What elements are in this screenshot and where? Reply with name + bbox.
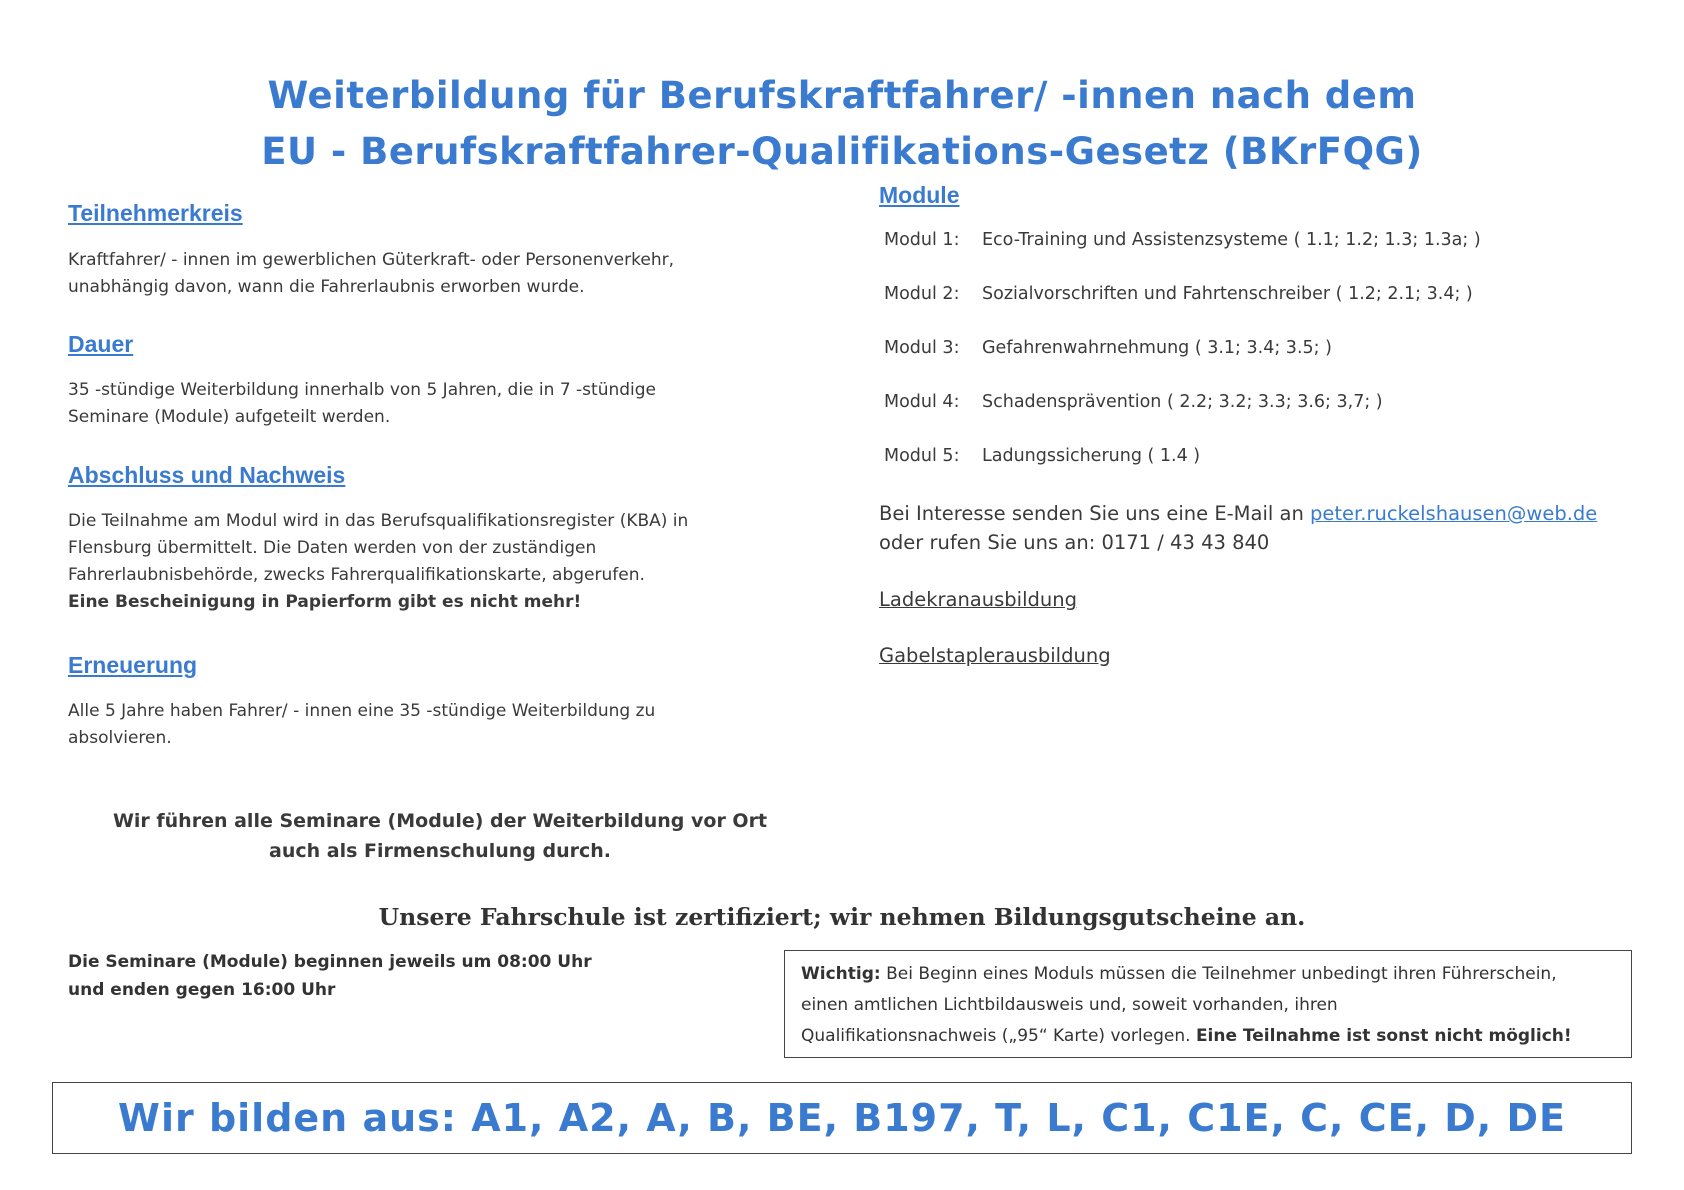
firmenschulung-note: [90, 806, 790, 866]
text-line: Die Seminare (Module) beginnen jeweils um 08:00 Uhr: [68, 952, 592, 972]
text-line: auch als Firmenschulung durch.: [269, 840, 611, 862]
module-text: Ladungssicherung ( 1.4 ): [982, 446, 1201, 466]
contact-prefix: Bei Interesse senden Sie uns eine E-Mail an: [879, 502, 1310, 525]
heading-teilnehmerkreis: Teilnehmerkreis: [68, 200, 243, 226]
important-text: Qualifikationsnachweis („95“ Karte) vorlegen.: [801, 1026, 1196, 1046]
heading-abschluss: Abschluss und Nachweis: [68, 462, 346, 488]
text-line: einen amtlichen Lichtbildausweis und, soweit vorhanden, ihren: [801, 995, 1338, 1015]
important-text: Bei Beginn eines Moduls müssen die Teilnehmer unbedingt ihren Führerschein,: [880, 964, 1557, 984]
text-line: unabhängig davon, wann die Fahrerlaubnis erworben wurde.: [68, 277, 585, 297]
seminar-times: [68, 948, 592, 1004]
email-link[interactable]: peter.ruckelshausen@web.de: [1310, 502, 1598, 525]
abschluss-text: [68, 508, 688, 616]
heading-erneuerung: Erneuerung: [68, 652, 198, 678]
certification-note: Unsere Fahrschule ist zertifiziert; wir nehmen Bildungsgutscheine an.: [378, 903, 1306, 931]
dauer-text: [68, 377, 656, 431]
important-notice-box: [784, 950, 1632, 1058]
module-text: Sozialvorschriften und Fahrtenschreiber ( 1.2; 2.1; 3.4; ): [982, 284, 1473, 304]
module-label: Modul 3:: [884, 338, 960, 358]
important-label: Wichtig:: [801, 964, 881, 984]
title-line-2: EU - Berufskraftfahrer-Qualifikations-Gesetz (BKrFQG): [261, 130, 1423, 173]
module-text: Gefahrenwahrnehmung ( 3.1; 3.4; 3.5; ): [982, 338, 1332, 358]
module-label: Modul 4:: [884, 392, 960, 412]
title-line-1: Weiterbildung für Berufskraftfahrer/ -innen nach dem: [267, 74, 1417, 117]
text-line-bold: Eine Bescheinigung in Papierform gibt es nicht mehr!: [68, 592, 582, 612]
module-text: Schadensprävention ( 2.2; 3.2; 3.3; 3.6; 3,7; ): [982, 392, 1383, 412]
license-classes-banner: Wir bilden aus: A1, A2, A, B, BE, B197, T, L, C1, C1E, C, CE, D, DE: [52, 1082, 1632, 1154]
gabelstapler-link[interactable]: Gabelstaplerausbildung: [879, 644, 1111, 667]
module-label: Modul 2:: [884, 284, 960, 304]
text-line: Wir führen alle Seminare (Module) der Weiterbildung vor Ort: [112, 810, 768, 832]
module-row: [884, 230, 1481, 250]
erneuerung-text: [68, 698, 655, 752]
contact-email-line: [879, 502, 1597, 525]
heading-dauer: Dauer: [68, 331, 134, 357]
text-line: Fahrerlaubnisbehörde, zwecks Fahrerqualifikationskarte, abgerufen.: [68, 565, 645, 585]
module-text: Eco-Training und Assistenzsysteme ( 1.1; 1.2; 1.3; 1.3a; ): [982, 230, 1481, 250]
text-line: Alle 5 Jahre haben Fahrer/ - innen eine 35 -stündige Weiterbildung zu: [68, 701, 656, 721]
text-line: [801, 959, 1615, 990]
text-line: absolvieren.: [68, 728, 172, 748]
module-row: [884, 284, 1473, 304]
contact-phone-line: oder rufen Sie uns an: 0171 / 43 43 840: [879, 531, 1270, 554]
text-line: [801, 1021, 1615, 1052]
important-bold-text: Eine Teilnahme ist sonst nicht möglich!: [1195, 1026, 1572, 1046]
module-label: Modul 5:: [884, 446, 960, 466]
module-row: [884, 338, 1332, 358]
module-row: [884, 392, 1383, 412]
text-line: Seminare (Module) aufgeteilt werden.: [68, 407, 391, 427]
heading-module: Module: [879, 182, 960, 208]
text-line: 35 -stündige Weiterbildung innerhalb von 5 Jahren, die in 7 -stündige: [68, 380, 657, 400]
text-line: und enden gegen 16:00 Uhr: [68, 980, 336, 1000]
text-line: Kraftfahrer/ - innen im gewerblichen Güterkraft- oder Personenverkehr,: [68, 250, 674, 270]
module-label: Modul 1:: [884, 230, 960, 250]
teilnehmerkreis-text: [68, 247, 674, 301]
text-line: Flensburg übermittelt. Die Daten werden von der zuständigen: [68, 538, 597, 558]
text-line: Die Teilnahme am Modul wird in das Berufsqualifikationsregister (KBA) in: [68, 511, 689, 531]
ladekran-link[interactable]: Ladekranausbildung: [879, 588, 1077, 611]
module-row: [884, 446, 1200, 466]
